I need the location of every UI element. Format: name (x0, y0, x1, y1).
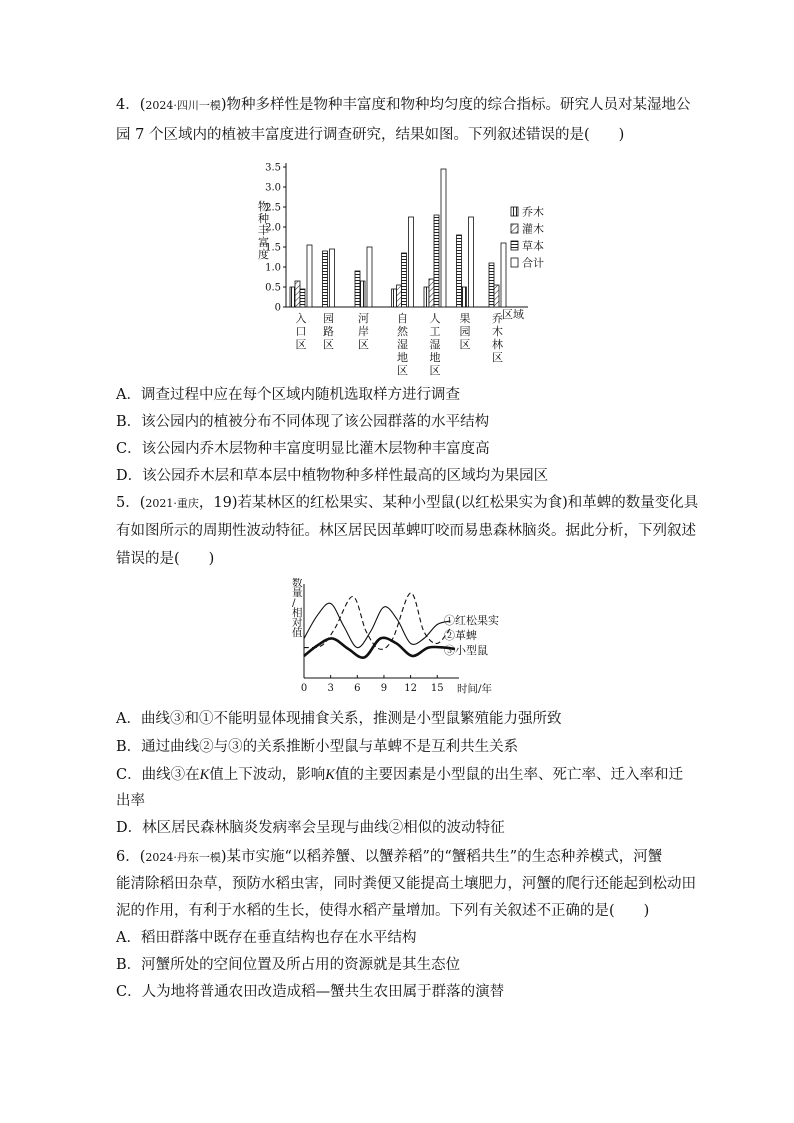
bar (489, 263, 494, 307)
x-tick-label: 自 (397, 312, 408, 325)
legend-swatch (511, 224, 518, 233)
x-axis-title: 区域 (502, 308, 524, 321)
x-tick-label: 区 (295, 338, 307, 351)
legend-label: 合计 (522, 256, 544, 270)
legend-label: 乔木 (522, 205, 544, 219)
bar (469, 217, 474, 307)
bar (462, 287, 467, 307)
x-tick-label: 区 (397, 364, 408, 377)
series-label: ②革蜱 (444, 629, 477, 642)
bar (307, 245, 312, 307)
x-tick-label: 0 (300, 683, 308, 694)
y-axis-title: 数量/相对值 (292, 578, 303, 639)
x-tick-label: 区 (358, 338, 369, 351)
x-tick-label: 路 (323, 325, 334, 338)
bar (323, 251, 328, 307)
x-tick-label: 乔 (492, 312, 503, 325)
q6-stem-text-1: )某市实施“以稻养蟹、以蟹养稻”的“蟹稻共生”的生态种养模式，河蟹 (220, 849, 663, 865)
y-tick-label: 0.5 (265, 282, 281, 294)
legend-label: 灌木 (522, 222, 544, 236)
x-tick-label: 河 (358, 312, 369, 325)
x-tick-label: 区 (492, 351, 503, 364)
q4-option-b: B．该公园内的植被分布不同体现了该公园群落的水平结构 (116, 414, 490, 430)
x-tick-label: 区 (459, 338, 471, 351)
q5-option-a: A．曲线③和①不能明显体现捕食关系，推测是小型鼠繁殖能力强所致 (116, 711, 562, 727)
q5-stem-line-1 (116, 493, 698, 514)
q6-option-c: C．人为地将普通农田改造成稻—蟹共生农田属于群落的演替 (116, 984, 505, 1000)
x-tick-label: 口 (295, 325, 307, 338)
legend-swatch (511, 241, 518, 250)
x-tick-label: 园 (323, 312, 334, 325)
q6-stem-line-1 (116, 847, 662, 868)
q4-stem-line-1 (116, 95, 691, 116)
y-tick-label: 0 (274, 302, 281, 314)
x-tick-label: 果 (459, 312, 471, 325)
x-tick-label: 地 (397, 351, 408, 364)
bar (330, 249, 335, 307)
legend-swatch (511, 207, 518, 216)
q5-option-d: D．林区居民森林脑炎发病率会呈现与曲线②相似的波动特征 (116, 820, 505, 836)
x-tick-label: 木 (492, 325, 503, 338)
series-label: ①红松果实 (444, 614, 499, 627)
q6-option-b: B．河蟹所处的空间位置及所占用的资源就是其生态位 (116, 957, 461, 973)
x-tick-label: 地 (429, 351, 441, 364)
legend-swatch (511, 258, 518, 267)
x-tick-label: 岸 (358, 325, 369, 338)
bar-chart (248, 150, 548, 382)
q5-option-c-line-1 (116, 765, 683, 785)
x-tick-label: 湿 (429, 338, 441, 351)
q6-number: 6．( (116, 849, 146, 865)
y-tick-label: 1.0 (265, 262, 281, 274)
q5-option-b: B．通过曲线②与③的关系推断小型鼠与革蜱不是互利共生关系 (116, 739, 519, 755)
y-tick-label: 3.0 (265, 182, 281, 194)
bar (295, 281, 300, 307)
x-tick-label: 林 (492, 338, 503, 351)
q4-stem-text-1: )物种多样性是物种丰富度和物种均匀度的综合指标。研究人员对某湿地公 (220, 97, 691, 113)
q5-option-c-text-b: 值上下波动，影响 (209, 767, 326, 783)
q5-number: 5．( (116, 495, 146, 511)
q4-stem-line-2: 园 7 个区域内的植被丰富度进行调查研究，结果如图。下列叙述错误的是( ) (116, 127, 625, 143)
q6-stem-line-3: 泥的作用，有利于水稻的生长，使得水稻产量增加。下列有关叙述不正确的是( ) (116, 903, 650, 919)
x-tick-label: 12 (404, 683, 417, 694)
q6-stem-line-2: 能清除稻田杂草，预防水稻虫害，同时粪便又能提高土壤肥力，河蟹的爬行还能起到松动田 (116, 876, 696, 892)
k-symbol: K (325, 767, 335, 783)
bar (457, 235, 462, 307)
q4-option-a: A．调查过程中应在每个区域内随机选取样方进行调查 (116, 387, 460, 403)
q6-source: 2024·丹东一模 (145, 851, 221, 864)
bar (434, 215, 439, 307)
x-tick-label: 工 (429, 325, 441, 338)
bar (360, 281, 365, 307)
series-line-3 (304, 638, 455, 658)
x-tick-label: 人 (429, 312, 441, 325)
q5-option-c-text-a: C．曲线③在 (116, 767, 200, 783)
x-tick-label: 区 (323, 338, 334, 351)
legend-label: 草本 (522, 239, 544, 253)
q4-source: 2024·四川一模 (145, 99, 221, 112)
bar (355, 271, 360, 307)
bar (429, 279, 434, 307)
q4-number: 4．( (116, 97, 146, 113)
bar (367, 247, 372, 307)
y-axis-title: 物种丰富度 (258, 200, 269, 261)
x-tick-label: 6 (354, 683, 361, 694)
x-tick-label: 15 (430, 683, 444, 694)
x-tick-label: 3 (327, 683, 334, 694)
q5-stem-line-2: 有如图所示的周期性波动特征。林区居民因革蜱叮咬而易患森林脑炎。据此分析，下列叙述 (116, 523, 696, 539)
x-tick-label: 然 (397, 325, 408, 338)
line-chart (280, 578, 550, 700)
y-tick-label: 1.5 (265, 242, 281, 254)
q4-option-d: D．该公园乔木层和草本层中植物物种多样性最高的区域均为果园区 (116, 468, 549, 484)
bar (501, 243, 506, 307)
bar (424, 287, 429, 307)
q5-source: 2021·重庆 (145, 497, 199, 510)
bar (441, 169, 446, 307)
bar (402, 253, 407, 307)
bar (290, 287, 295, 307)
x-tick-label: 9 (380, 683, 388, 694)
bar (300, 289, 305, 307)
q6-option-a: A．稻田群落中既存在垂直结构也存在水平结构 (116, 930, 417, 946)
x-tick-label: 湿 (397, 338, 408, 351)
x-tick-label: 园 (459, 325, 471, 338)
y-tick-label: 2.5 (265, 202, 281, 214)
q4-option-c: C．该公园内乔木层物种丰富度明显比灌木层物种丰富度高 (116, 441, 490, 457)
k-symbol: K (199, 767, 210, 783)
x-tick-label: 入 (295, 312, 307, 325)
bar (392, 289, 397, 307)
x-tick-label: 区 (429, 364, 441, 377)
series-label: ③小型鼠 (444, 644, 488, 657)
q5-option-c-line-2: 出率 (116, 793, 145, 809)
q5-option-c-text-c: 值的主要因素是小型鼠的出生率、死亡率、迁入率和迁 (334, 767, 683, 783)
x-axis-title: 时间/年 (457, 683, 493, 695)
y-tick-label: 2.0 (265, 222, 281, 234)
bar (397, 285, 402, 307)
bar (494, 285, 499, 307)
q5-stem-line-3: 错误的是( ) (116, 551, 215, 567)
q5-stem-text-1: ，19)若某林区的红松果实、某种小型鼠(以红松果实为食)和革蜱的数量变化具 (198, 495, 699, 511)
y-tick-label: 3.5 (265, 162, 281, 174)
bar (409, 217, 414, 307)
